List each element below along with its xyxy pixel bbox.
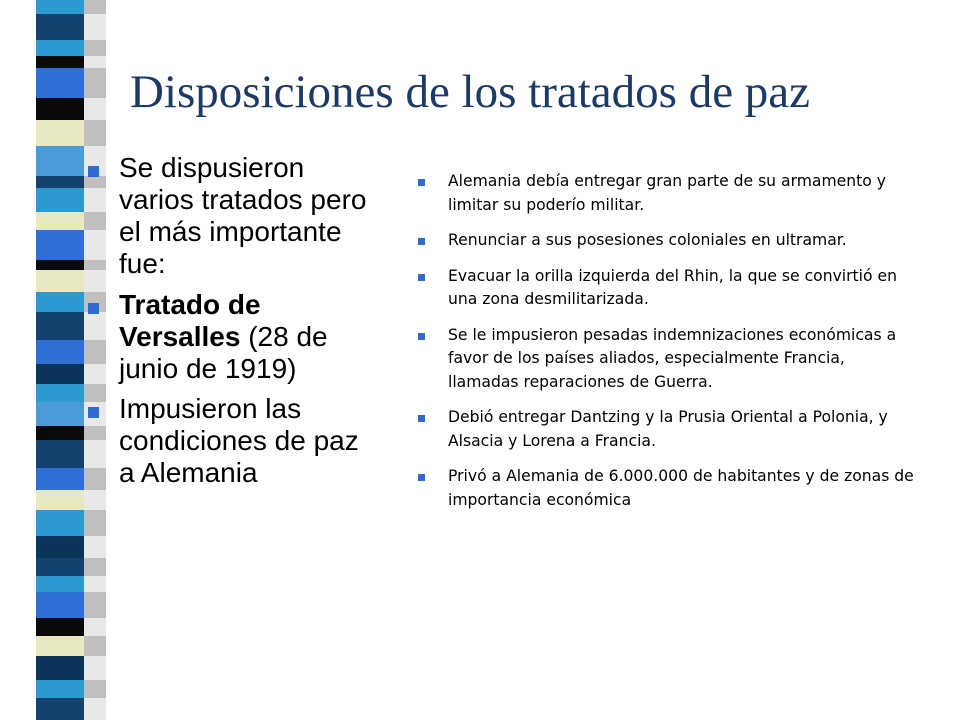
treaty-date: (28 de junio de 1919) bbox=[119, 321, 328, 384]
stripe-shadow-segment bbox=[84, 40, 106, 56]
stripe-segment bbox=[36, 558, 84, 576]
square-bullet-icon bbox=[88, 407, 99, 418]
provision-item bbox=[418, 229, 918, 253]
stripe-segment bbox=[36, 402, 84, 426]
provision-text: Renunciar a sus posesiones coloniales en ultramar. bbox=[448, 231, 847, 249]
stripe-segment bbox=[36, 536, 84, 558]
square-bullet-icon bbox=[418, 238, 425, 245]
stripe-segment bbox=[36, 40, 84, 56]
treaty-name: Tratado de Versalles bbox=[119, 289, 261, 352]
stripe-shadow-segment bbox=[84, 656, 106, 680]
stripe-segment bbox=[36, 292, 84, 312]
stripe-segment bbox=[36, 592, 84, 618]
square-bullet-icon bbox=[418, 415, 425, 422]
stripe-segment bbox=[36, 312, 84, 340]
main-bullet-item bbox=[88, 289, 378, 385]
provision-item bbox=[418, 265, 918, 312]
stripe-shadow-segment bbox=[84, 98, 106, 120]
stripe-segment bbox=[36, 260, 84, 270]
stripe-shadow-segment bbox=[84, 0, 106, 14]
stripe-segment bbox=[36, 176, 84, 188]
stripe-segment bbox=[36, 56, 84, 68]
main-bullet-item bbox=[88, 152, 378, 280]
stripe-shadow-segment bbox=[84, 576, 106, 592]
stripe-segment bbox=[36, 68, 84, 98]
stripe-segment bbox=[36, 698, 84, 720]
stripe-segment bbox=[36, 270, 84, 292]
stripe-segment bbox=[36, 146, 84, 176]
stripe-shadow-segment bbox=[84, 120, 106, 146]
stripe-segment bbox=[36, 680, 84, 698]
square-bullet-icon bbox=[88, 303, 99, 314]
provision-item bbox=[418, 465, 918, 512]
stripe-segment bbox=[36, 510, 84, 536]
provision-text: Evacuar la orilla izquierda del Rhin, la que se convirtió en una zona desmilitarizada. bbox=[448, 266, 897, 308]
stripe-segment bbox=[36, 576, 84, 592]
stripe-shadow-segment bbox=[84, 618, 106, 636]
stripe-shadow-segment bbox=[84, 592, 106, 618]
stripe-segment bbox=[36, 340, 84, 364]
provision-item bbox=[418, 324, 918, 395]
square-bullet-icon bbox=[418, 274, 425, 281]
stripe-segment bbox=[36, 384, 84, 402]
bullet-text: Se dispusieron varios tratados pero el más importante fue: bbox=[119, 152, 367, 279]
stripe-segment bbox=[36, 0, 84, 14]
provision-item bbox=[418, 170, 918, 217]
provision-text: Privó a Alemania de 6.000.000 de habitantes y de zonas de importancia económica bbox=[448, 467, 914, 509]
stripe-segment bbox=[36, 98, 84, 120]
stripe-shadow-segment bbox=[84, 68, 106, 98]
decorative-stripe-bar bbox=[36, 0, 84, 720]
stripe-shadow-segment bbox=[84, 510, 106, 536]
main-bullet-item bbox=[88, 393, 378, 489]
stripe-shadow-segment bbox=[84, 636, 106, 656]
slide-title: Disposiciones de los tratados de paz bbox=[130, 66, 811, 118]
stripe-segment bbox=[36, 440, 84, 468]
stripe-shadow-segment bbox=[84, 558, 106, 576]
provision-text: Debió entregar Dantzing y la Prusia Oriental a Polonia, y Alsacia y Lorena a Francia. bbox=[448, 408, 888, 450]
provision-text: Alemania debía entregar gran parte de su armamento y limitar su poderío militar. bbox=[448, 172, 886, 214]
stripe-segment bbox=[36, 426, 84, 440]
stripe-segment bbox=[36, 120, 84, 146]
square-bullet-icon bbox=[88, 166, 99, 177]
stripe-segment bbox=[36, 636, 84, 656]
provision-item bbox=[418, 406, 918, 453]
stripe-shadow-segment bbox=[84, 680, 106, 698]
square-bullet-icon bbox=[418, 333, 425, 340]
provisions-list bbox=[418, 170, 918, 524]
square-bullet-icon bbox=[418, 179, 425, 186]
stripe-segment bbox=[36, 188, 84, 212]
stripe-segment bbox=[36, 212, 84, 230]
stripe-shadow-segment bbox=[84, 14, 106, 40]
stripe-shadow-segment bbox=[84, 56, 106, 68]
stripe-segment bbox=[36, 364, 84, 384]
stripe-shadow-segment bbox=[84, 698, 106, 720]
stripe-segment bbox=[36, 230, 84, 260]
stripe-segment bbox=[36, 656, 84, 680]
bullet-text: Impusieron las condiciones de paz a Alemania bbox=[119, 393, 359, 488]
square-bullet-icon bbox=[418, 474, 425, 481]
provision-text: Se le impusieron pesadas indemnizaciones económicas a favor de los países aliados, especialmente Francia, llamadas reparaciones de Guerra. bbox=[448, 325, 897, 391]
stripe-segment bbox=[36, 618, 84, 636]
stripe-segment bbox=[36, 14, 84, 40]
main-bullet-list bbox=[88, 152, 378, 498]
stripe-segment bbox=[36, 490, 84, 510]
stripe-shadow-segment bbox=[84, 536, 106, 558]
stripe-segment bbox=[36, 468, 84, 490]
